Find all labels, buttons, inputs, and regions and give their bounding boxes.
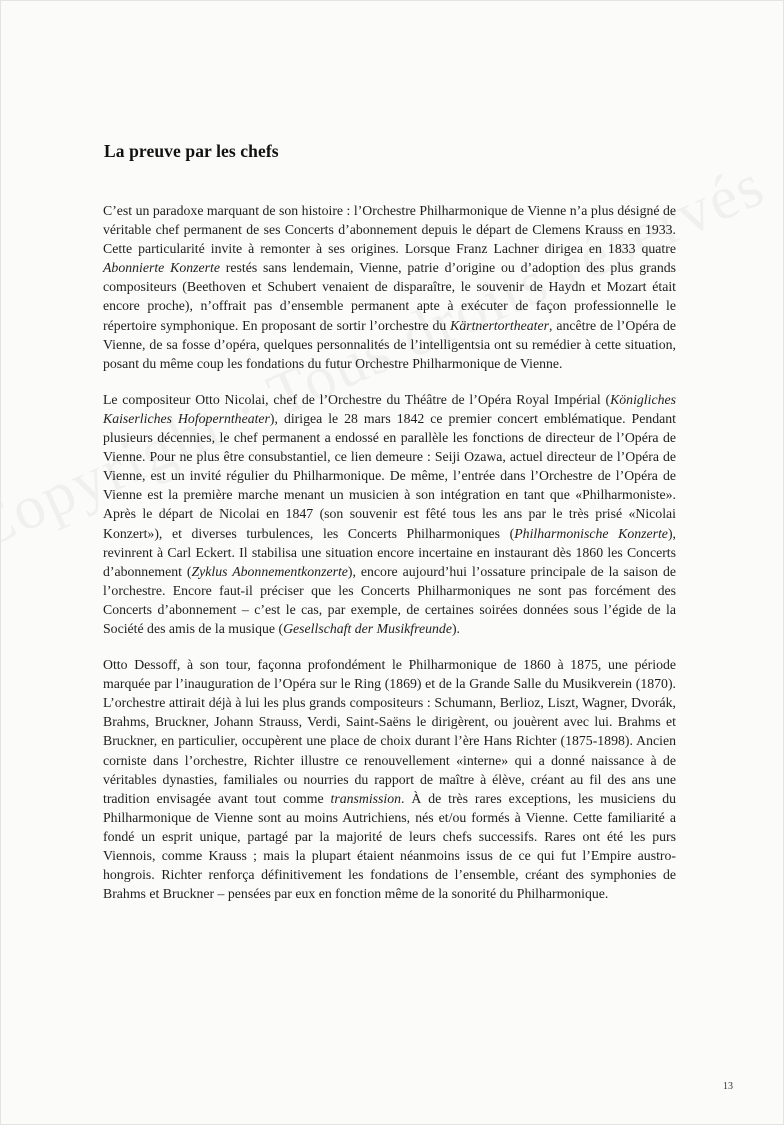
page-title: La preuve par les chefs bbox=[104, 141, 279, 161]
italic-term: Gesellschaft der Musikfreunde bbox=[283, 620, 452, 636]
text-run: ). bbox=[451, 620, 460, 636]
text-run: ), dirigea le 28 mars 1842 ce premier concert emblématique. Pendant plusieurs décennies, le chef permanent a endossé en parallèle les fonctions de directeur de l’Opéra de Vienne. Pour ne plus être consubstantiel, ce lien demeure : Seiji Ozawa, actuel directeur de l’Opéra de Vienne, est un invité régulier du Philharmonique. De même, l’entrée dans l’Orchestre de l’Opéra de Vienne est la première marche menant un musicien à son intégration en tant que «Philharmoniste». Après le départ de Nicolai en 1847 (son souvenir est fêté tous les ans par le très prisé «Nicolai Konzert»), et diverses turbulences, les Concerts Philharmoniques ( bbox=[103, 410, 676, 541]
italic-term: Abonnierte Konzerte bbox=[103, 260, 220, 276]
text-run: Le compositeur Otto Nicolai, chef de l’Orchestre du Théâtre de l’Opéra Royal Impérial ( bbox=[103, 391, 611, 407]
text-run: , ancêtre de l’Opéra de Vienne, de sa fosse d’opéra, quelques personnalités de l’intelligentsia ont su remédier à cette situation, posant du même coup les fondations du futur Orchestre Philharmonique de Vienne. bbox=[103, 317, 676, 371]
paragraph bbox=[103, 655, 676, 903]
italic-term: transmission bbox=[330, 790, 402, 806]
text-run: ), encore aujourd’hui l’ossature principale de la saison de l’orchestre. Encore faut-il préciser que les Concerts Philharmoniques ne sont pas forcément des Concerts d’abonnement – c’est le cas, par exemple, de certaines soirées données sous l’égide de la Société des amis de la musique ( bbox=[103, 563, 676, 636]
page-number: 13 bbox=[723, 1081, 733, 1092]
italic-term: Königliches Kaiserliches Hofoperntheater bbox=[103, 391, 676, 426]
italic-term: Zyklus Abonnementkonzerte bbox=[191, 563, 348, 579]
text-run: . À de très rares exceptions, les musiciens du Philharmonique de Vienne sont au moins Autrichiens, nés et/ou formés à Vienne. Cette familiarité a fondé un esprit unique, partagé par la majorité de leurs chefs successifs. Rares ont été les purs Viennois, comme Krauss ; mais la plupart étaient néanmoins issus de ce qui fut l’Empire austro-hongrois. Richter renforça définitivement les fondations de l’ensemble, créant des symphonies de Brahms et Bruckner – pensées par eux en fonction même de la sonorité du Philharmonique. bbox=[103, 790, 676, 902]
body-text bbox=[103, 201, 676, 920]
italic-term: Philharmonische Konzerte bbox=[514, 525, 668, 541]
paragraph bbox=[103, 390, 676, 638]
text-run: restés sans lendemain, Vienne, patrie d’origine ou d’adoption des plus grands compositeurs (Beethoven et Schubert venaient de disparaître, le souvenir de Haydn et Mozart était encore proche), n’offrait pas d’ensemble permanent apte à exécuter de façon professionnelle le répertoire symphonique. En proposant de sortir l’orchestre du bbox=[103, 260, 677, 333]
paragraph bbox=[103, 201, 676, 373]
text-run: Otto Dessoff, à son tour, façonna profondément le Philharmonique de 1860 à 1875, une période marquée par l’inauguration de l’Opéra sur le Ring (1869) et de la Grande Salle du Musikverein (1870). L’orchestre attirait déjà à lui les plus grands compositeurs : Schumann, Berlioz, Liszt, Wagner, Dvorák, Brahms, Bruckner, Johann Strauss, Verdi, Saint-Saëns le dirigèrent, ou jouèrent avec lui. Brahms et Bruckner, en particulier, occupèrent une place de choix durant l’ère Hans Richter (1875-1898). Ancien corniste dans l’orchestre, Richter illustre ce renouvellement «interne» qui a donné naissance à de véritables dynasties, familiales ou nourries du rapport de maître à élève, créant au fil des ans une tradition envisagée avant tout comme bbox=[103, 657, 676, 806]
text-run: ), revinrent à Carl Eckert. Il stabilisa une situation encore incertaine en instaurant dès 1860 les Concerts d’abonnement ( bbox=[103, 525, 676, 579]
text-run: C’est un paradoxe marquant de son histoire : l’Orchestre Philharmonique de Vienne n’a plus désigné de véritable chef permanent de ses Concerts d’abonnement depuis le départ de Clemens Krauss en 1933. Cette particularité invite à remonter à ses origines. Lorsque Franz Lachner dirigea en 1833 quatre bbox=[103, 203, 676, 257]
italic-term: Kärtnertortheater bbox=[450, 317, 550, 333]
